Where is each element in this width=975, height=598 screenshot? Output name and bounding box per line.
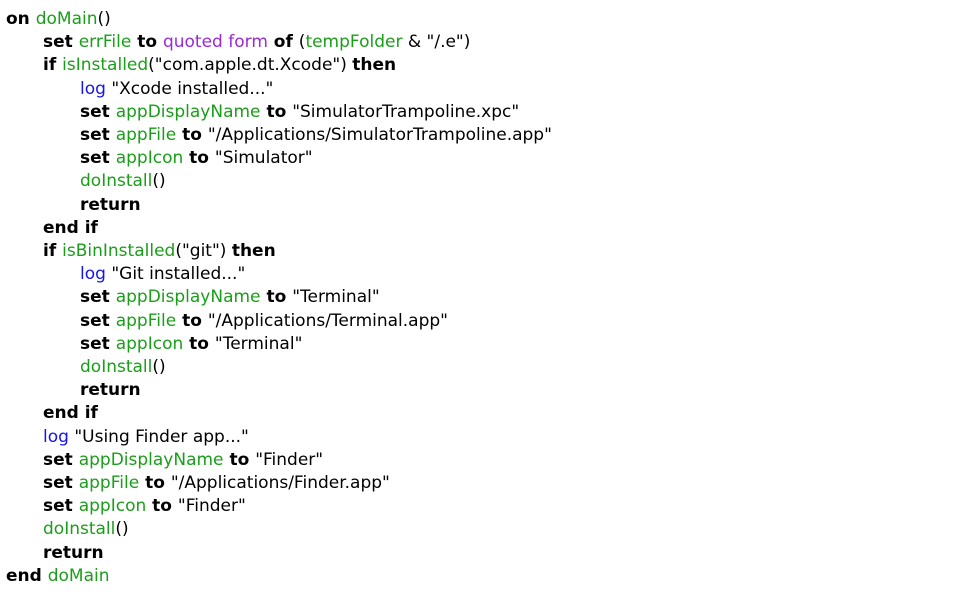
code-token: end (6, 565, 48, 586)
code-token: to (131, 32, 163, 53)
code-line (6, 263, 975, 286)
code-token: appFile (78, 473, 140, 494)
code-token: to (139, 473, 171, 494)
code-token: of (267, 32, 299, 53)
code-line (6, 542, 975, 565)
code-token: set (43, 473, 79, 494)
code-token: return (80, 194, 141, 215)
code-token: ( (298, 32, 306, 53)
code-token: doInstall (80, 171, 153, 192)
code-token: () (152, 171, 166, 192)
code-token: errFile (78, 32, 132, 53)
code-token: quoted form (162, 32, 268, 53)
code-token: "Git installed..." (105, 264, 246, 285)
code-line (6, 78, 975, 101)
code-token: appFile (115, 125, 177, 146)
code-token: appDisplayName (115, 287, 261, 308)
code-token: "/Applications/SimulatorTrampoline.app" (207, 125, 552, 146)
code-token: set (80, 125, 116, 146)
code-token: "Simulator" (214, 148, 313, 169)
code-token: isBinInstalled (62, 241, 176, 262)
code-line (6, 402, 975, 425)
code-line (6, 124, 975, 147)
code-token: set (43, 496, 79, 517)
code-token: log (80, 264, 106, 285)
code-token: return (80, 380, 141, 401)
code-line (6, 147, 975, 170)
code-token: to (260, 101, 293, 122)
code-token: tempFolder (305, 32, 403, 53)
code-line (6, 495, 975, 518)
code-token: "Xcode installed..." (105, 78, 274, 99)
code-token: log (80, 78, 106, 99)
code-token: if (43, 55, 63, 76)
code-token: "/Applications/Terminal.app" (207, 310, 448, 331)
code-token: end if (43, 403, 98, 424)
code-line (6, 310, 975, 333)
code-token: appIcon (78, 496, 147, 517)
code-token: then (231, 241, 276, 262)
code-token: () (115, 519, 129, 540)
code-token: "SimulatorTrampoline.xpc" (292, 101, 520, 122)
code-token: appIcon (115, 333, 184, 354)
code-token: end if (43, 217, 98, 238)
code-token: appDisplayName (78, 449, 224, 470)
code-token: to (176, 310, 208, 331)
code-token: set (80, 310, 116, 331)
code-line (6, 565, 975, 588)
code-token: log (43, 426, 69, 447)
code-token: to (183, 148, 215, 169)
code-token: () (152, 357, 166, 378)
code-line (6, 170, 975, 193)
code-token: appIcon (115, 148, 184, 169)
code-token: to (260, 287, 293, 308)
code-line (6, 240, 975, 263)
code-token: set (80, 148, 116, 169)
code-line (6, 449, 975, 472)
code-token: doMain (35, 9, 98, 29)
code-line (6, 518, 975, 541)
code-token: "Terminal" (214, 333, 303, 354)
code-token: ("git") (175, 241, 232, 262)
code-token: return (43, 542, 104, 563)
code-line (6, 101, 975, 124)
code-token: "Using Finder app..." (68, 426, 249, 447)
code-token: "Finder" (177, 496, 246, 517)
code-token: to (223, 449, 256, 470)
code-token: set (80, 333, 116, 354)
code-token: "/Applications/Finder.app" (170, 473, 390, 494)
code-token: isInstalled (62, 55, 149, 76)
code-line (6, 217, 975, 240)
code-line (6, 31, 975, 54)
code-token: to (176, 125, 208, 146)
code-token: appFile (115, 310, 177, 331)
code-token: & "/.e") (402, 32, 471, 53)
code-token: doMain (47, 565, 110, 586)
code-token: appDisplayName (115, 101, 261, 122)
code-line (6, 54, 975, 77)
code-token: () (97, 9, 111, 29)
code-line (6, 379, 975, 402)
code-token: then (352, 55, 397, 76)
code-line (6, 426, 975, 449)
code-line (6, 356, 975, 379)
code-line (6, 194, 975, 217)
code-token: doInstall (43, 519, 116, 540)
code-line (6, 472, 975, 495)
code-token: "Terminal" (292, 287, 380, 308)
code-line (6, 8, 975, 31)
code-token: "Finder" (255, 449, 324, 470)
code-token: to (146, 496, 178, 517)
code-line (6, 286, 975, 309)
code-token: if (43, 241, 63, 262)
code-line (6, 333, 975, 356)
code-token: to (183, 333, 215, 354)
code-token: set (80, 287, 116, 308)
code-token: set (80, 101, 116, 122)
code-token: set (43, 32, 79, 53)
code-token: doInstall (80, 357, 153, 378)
code-token: on (6, 9, 36, 29)
code-token: set (43, 449, 79, 470)
code-token: ("com.apple.dt.Xcode") (148, 55, 353, 76)
